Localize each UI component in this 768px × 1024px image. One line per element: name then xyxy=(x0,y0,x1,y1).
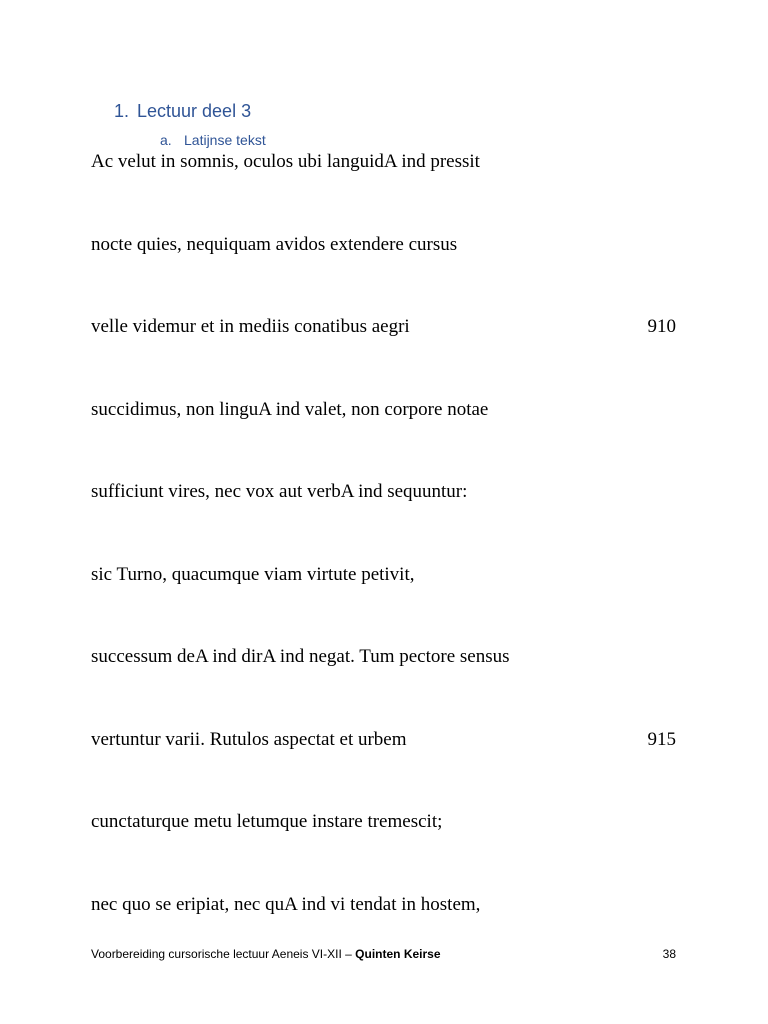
verse-line-number: 915 xyxy=(647,729,676,750)
page-number: 38 xyxy=(662,947,676,961)
verse-line xyxy=(91,151,676,175)
verse-text: Ac velut in somnis, oculos ubi languidA ind pressit xyxy=(91,151,480,172)
verse-text: succidimus, non linguA ind valet, non corpore notae xyxy=(91,399,489,420)
verse-text: nocte quies, nequiquam avidos extendere cursus xyxy=(91,234,458,255)
footer-separator: – xyxy=(341,947,356,961)
section-heading-number: 1. xyxy=(114,101,130,121)
verse-text: nec quo se eripiat, nec quA ind vi tendat in hostem, xyxy=(91,894,481,915)
verse-line xyxy=(91,729,676,753)
verse-line xyxy=(91,316,676,340)
verse-line xyxy=(91,811,676,835)
section-heading-title: Lectuur deel 3 xyxy=(137,101,252,121)
footer-author: Quinten Keirse xyxy=(355,947,441,961)
verse-line xyxy=(91,894,676,918)
verse-text: sic Turno, quacumque viam virtute petivit, xyxy=(91,564,415,585)
verse-line xyxy=(91,399,676,423)
footer-title: Voorbereiding cursorische lectuur Aeneis VI-XII xyxy=(91,947,342,961)
section-heading xyxy=(114,101,251,122)
verse-line xyxy=(91,564,676,588)
subsection-heading xyxy=(160,132,266,148)
subsection-heading-number: a. xyxy=(160,132,172,148)
verse-text: successum deA ind dirA ind negat. Tum pectore sensus xyxy=(91,646,510,667)
subsection-heading-title: Latijnse tekst xyxy=(184,132,266,148)
verse-line xyxy=(91,234,676,258)
page-footer xyxy=(91,947,676,961)
verse-text: sufficiunt vires, nec vox aut verbA ind sequuntur: xyxy=(91,481,468,502)
verse-text: vertuntur varii. Rutulos aspectat et urbem xyxy=(91,729,407,750)
verse-text: velle videmur et in mediis conatibus aegri xyxy=(91,316,410,337)
verse-line xyxy=(91,481,676,505)
verse-line-number: 910 xyxy=(647,316,676,337)
verse-line xyxy=(91,646,676,670)
verse-text: cunctaturque metu letumque instare tremescit; xyxy=(91,811,443,832)
